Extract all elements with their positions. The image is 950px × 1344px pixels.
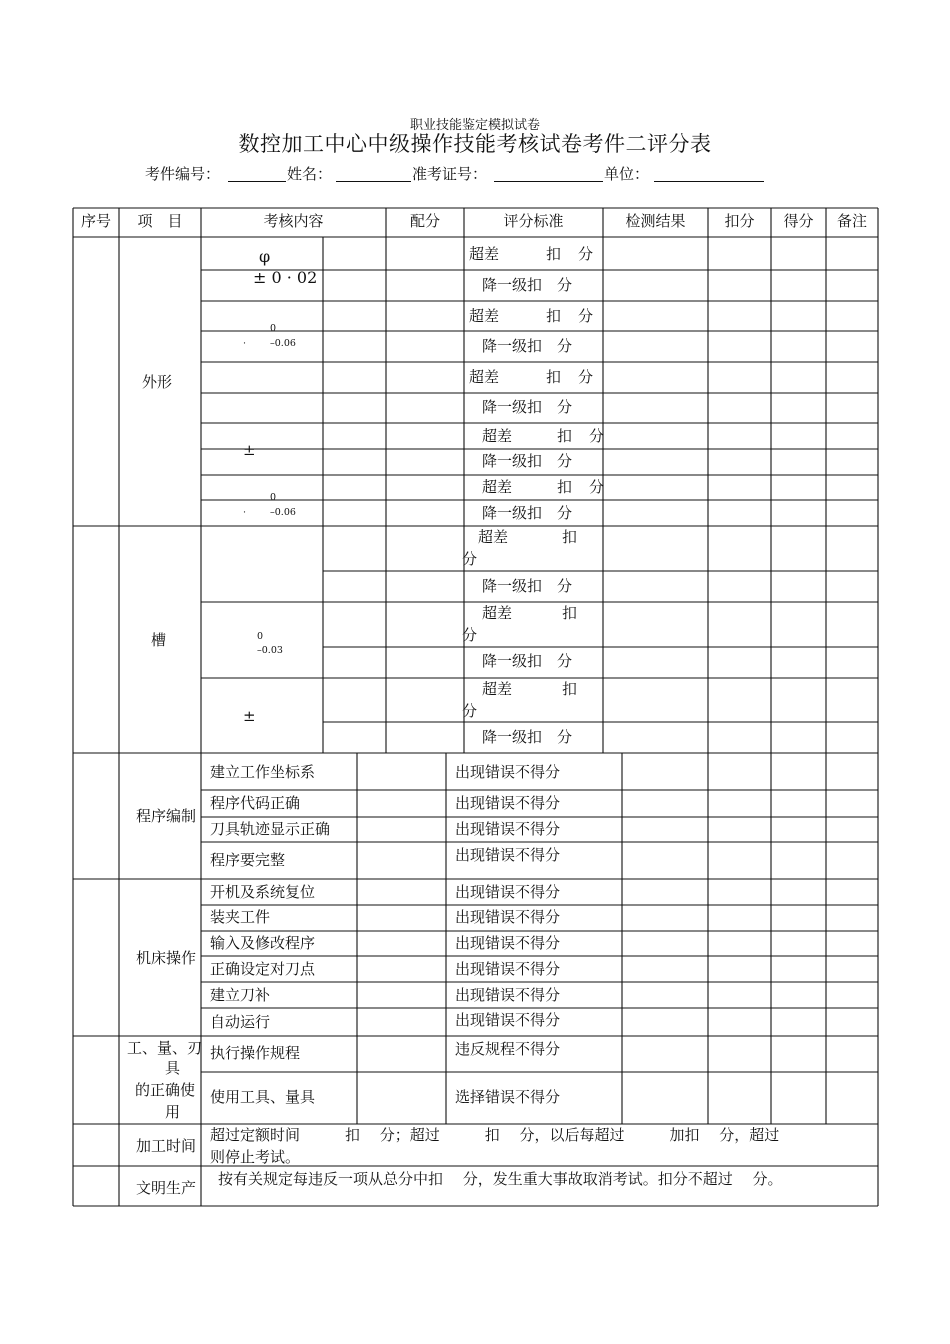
standard-points: 分 — [578, 245, 594, 263]
tolerance-upper: 0 — [270, 492, 277, 503]
standard-text: 出现错误不得分 — [455, 794, 561, 812]
standard-downgrade: 降一级扣 分 — [482, 337, 573, 355]
col-header-standard: 评分标准 — [503, 212, 564, 230]
col-header-index: 序号 — [80, 212, 111, 230]
standard-text: 出现错误不得分 — [455, 763, 561, 781]
tolerance-dot: · — [243, 507, 247, 518]
standard-deduct: 扣 — [546, 307, 562, 325]
exam-subtitle: 职业技能鉴定模拟试卷 — [409, 118, 540, 133]
standard-deduct: 扣 — [562, 680, 578, 698]
standard-downgrade: 降一级扣 分 — [482, 652, 573, 670]
col-header-deduct: 扣分 — [724, 212, 755, 230]
standard-text: 出现错误不得分 — [455, 1011, 561, 1029]
standard-over: 超差 — [482, 427, 513, 445]
tolerance-upper: 0 — [257, 631, 264, 642]
content-item: 程序要完整 — [210, 851, 286, 869]
col-header-score: 得分 — [783, 212, 814, 230]
safe-production-rule: 按有关规定每违反一项从总分中扣 分，发生重大事故取消考试。扣分不超过 分。 — [218, 1170, 783, 1188]
item-label-tools-line: 的正确使 — [135, 1081, 196, 1099]
standard-points: 分 — [462, 626, 478, 644]
standard-deduct: 扣 — [562, 604, 578, 622]
field-label-name: 姓名： — [287, 165, 333, 183]
standard-points: 分 — [462, 702, 478, 720]
content-item: 建立工作坐标系 — [210, 763, 316, 781]
col-header-remark: 备注 — [836, 212, 867, 230]
item-label-tools-line: 工、量、刃 — [127, 1039, 203, 1057]
phi-symbol: φ — [259, 247, 271, 266]
item-label-tools-line: 具 — [165, 1059, 181, 1077]
item-label-machine-operation: 机床操作 — [136, 949, 197, 967]
standard-over: 超差 — [482, 604, 513, 622]
standard-text: 出现错误不得分 — [455, 908, 561, 926]
standard-text: 出现错误不得分 — [455, 934, 561, 952]
tolerance-lower: –0.03 — [257, 645, 283, 656]
content-item: 建立刀补 — [210, 986, 271, 1004]
standard-downgrade: 降一级扣 分 — [482, 577, 573, 595]
standard-over: 超差 — [469, 307, 500, 325]
standard-text: 选择错误不得分 — [455, 1088, 561, 1106]
content-item: 正确设定对刀点 — [210, 960, 316, 978]
standard-downgrade: 降一级扣 分 — [482, 452, 573, 470]
standard-points: 分 — [589, 478, 605, 496]
standard-over: 超差 — [469, 245, 500, 263]
standard-text: 出现错误不得分 — [455, 846, 561, 864]
item-label-slot: 槽 — [151, 631, 167, 649]
standard-deduct: 扣 — [557, 427, 573, 445]
standard-downgrade: 降一级扣 分 — [482, 398, 573, 416]
standard-deduct: 扣 — [562, 528, 578, 546]
tolerance-pm-002: ± 0 · 02 — [253, 268, 318, 287]
machining-time-rule-line1: 超过定额时间 扣 分；超过 扣 分，以后每超过 加扣 分，超过 — [210, 1126, 780, 1144]
col-header-item: 项 目 — [137, 212, 183, 230]
standard-text: 出现错误不得分 — [455, 820, 561, 838]
standard-downgrade: 降一级扣 分 — [482, 728, 573, 746]
item-label-tools-line: 用 — [165, 1103, 181, 1121]
item-label-machining-time: 加工时间 — [136, 1137, 197, 1155]
standard-text: 出现错误不得分 — [455, 960, 561, 978]
col-header-points: 配分 — [409, 212, 440, 230]
col-header-content: 考核内容 — [263, 212, 324, 230]
tolerance-pm: ± — [243, 707, 256, 725]
standard-points: 分 — [578, 368, 594, 386]
tolerance-lower: –0.06 — [270, 507, 296, 518]
content-item: 装夹工件 — [210, 908, 271, 926]
standard-points: 分 — [462, 550, 478, 568]
standard-over: 超差 — [482, 478, 513, 496]
content-item: 刀具轨迹显示正确 — [210, 820, 331, 838]
machining-time-rule-line2: 则停止考试。 — [210, 1148, 301, 1166]
content-item: 使用工具、量具 — [210, 1088, 316, 1106]
standard-downgrade: 降一级扣 分 — [482, 276, 573, 294]
content-item: 自动运行 — [210, 1013, 271, 1031]
field-label-unit: 单位： — [604, 165, 650, 183]
field-label-part-no: 考件编号： — [145, 165, 221, 183]
standard-text: 出现错误不得分 — [455, 883, 561, 901]
item-label-shape: 外形 — [142, 373, 173, 391]
item-label-programming: 程序编制 — [136, 807, 197, 825]
standard-deduct: 扣 — [557, 478, 573, 496]
col-header-result: 检测结果 — [625, 212, 686, 230]
tolerance-dot: · — [243, 338, 247, 349]
tolerance-pm: ± — [243, 441, 256, 459]
tolerance-upper: 0 — [270, 323, 277, 334]
field-label-ticket: 准考证号： — [412, 165, 488, 183]
standard-over: 超差 — [469, 368, 500, 386]
item-label-safe-production: 文明生产 — [136, 1179, 197, 1197]
standard-points: 分 — [589, 427, 605, 445]
standard-points: 分 — [578, 307, 594, 325]
standard-text: 出现错误不得分 — [455, 986, 561, 1004]
standard-downgrade: 降一级扣 分 — [482, 504, 573, 522]
standard-deduct: 扣 — [546, 368, 562, 386]
standard-text: 违反规程不得分 — [455, 1040, 561, 1058]
page-title: 数控加工中心中级操作技能考核试卷考件二评分表 — [238, 132, 712, 156]
content-item: 执行操作规程 — [210, 1044, 301, 1062]
standard-over: 超差 — [478, 528, 509, 546]
standard-deduct: 扣 — [546, 245, 562, 263]
tolerance-lower: –0.06 — [270, 338, 296, 349]
standard-over: 超差 — [482, 680, 513, 698]
content-item: 开机及系统复位 — [210, 883, 316, 901]
content-item: 程序代码正确 — [210, 794, 301, 812]
content-item: 输入及修改程序 — [210, 934, 316, 952]
